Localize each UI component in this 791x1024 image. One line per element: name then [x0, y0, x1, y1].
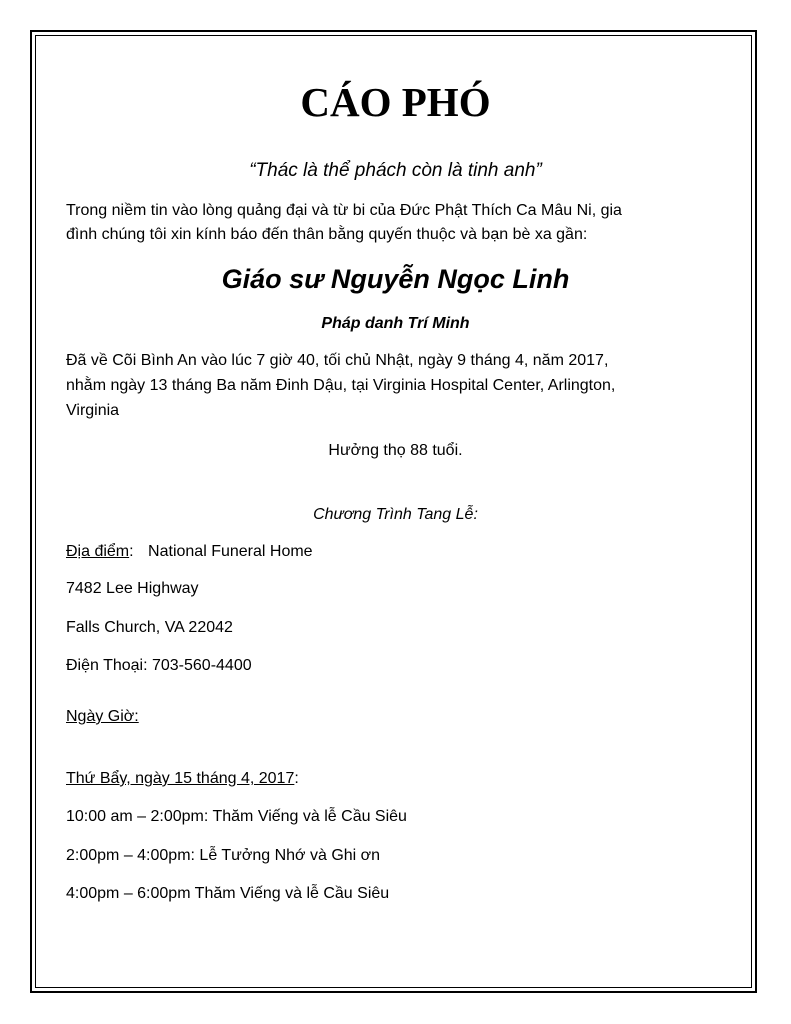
phone-line: Điện Thoại: 703-560-4400	[66, 657, 252, 674]
address-line-1: 7482 Lee Highway	[66, 580, 199, 597]
dharma-name: Pháp danh Trí Minh	[321, 315, 470, 332]
schedule-item: 2:00pm – 4:00pm: Lễ Tưởng Nhớ và Ghi ơn	[66, 847, 381, 864]
location-name: National Funeral Home	[148, 543, 313, 560]
intro-line-1: Trong niềm tin vào lòng quảng đại và từ bi của Đức Phật Thích Ca Mâu Ni, gia	[66, 202, 622, 219]
passing-line-3: Virginia	[66, 402, 120, 419]
passing-line-2: nhằm ngày 13 tháng Ba năm Đinh Dậu, tại Virginia Hospital Center, Arlington,	[66, 377, 616, 394]
age-line: Hưởng thọ 88 tuổi.	[328, 442, 463, 459]
intro-line-2: đình chúng tôi xin kính báo đến thân bằng quyến thuộc và bạn bè xa gần:	[66, 226, 588, 243]
program-heading: Chương Trình Tang Lễ:	[313, 506, 478, 523]
location-colon: :	[129, 543, 134, 560]
address-line-2: Falls Church, VA 22042	[66, 619, 233, 636]
date-colon: :	[294, 770, 299, 787]
schedule-item: 4:00pm – 6:00pm Thăm Viếng và lễ Cầu Siêu	[66, 885, 390, 902]
deceased-name: Giáo sư Nguyễn Ngọc Linh	[221, 264, 570, 294]
passing-line-1: Đã về Cõi Bình An vào lúc 7 giờ 40, tối chủ Nhật, ngày 9 tháng 4, năm 2017,	[66, 352, 609, 369]
epigraph-quote: “Thác là thể phách còn là tinh anh”	[249, 160, 542, 181]
schedule-item: 10:00 am – 2:00pm: Thăm Viếng và lễ Cầu Siêu	[66, 808, 407, 825]
date-line	[66, 768, 299, 790]
date-label: Thứ Bẩy, ngày 15 tháng 4, 2017	[66, 770, 295, 787]
location-label: Địa điểm	[66, 543, 130, 560]
page-title: CÁO PHÓ	[300, 79, 491, 125]
datetime-label: Ngày Giờ:	[66, 708, 139, 725]
location-line	[66, 541, 313, 563]
